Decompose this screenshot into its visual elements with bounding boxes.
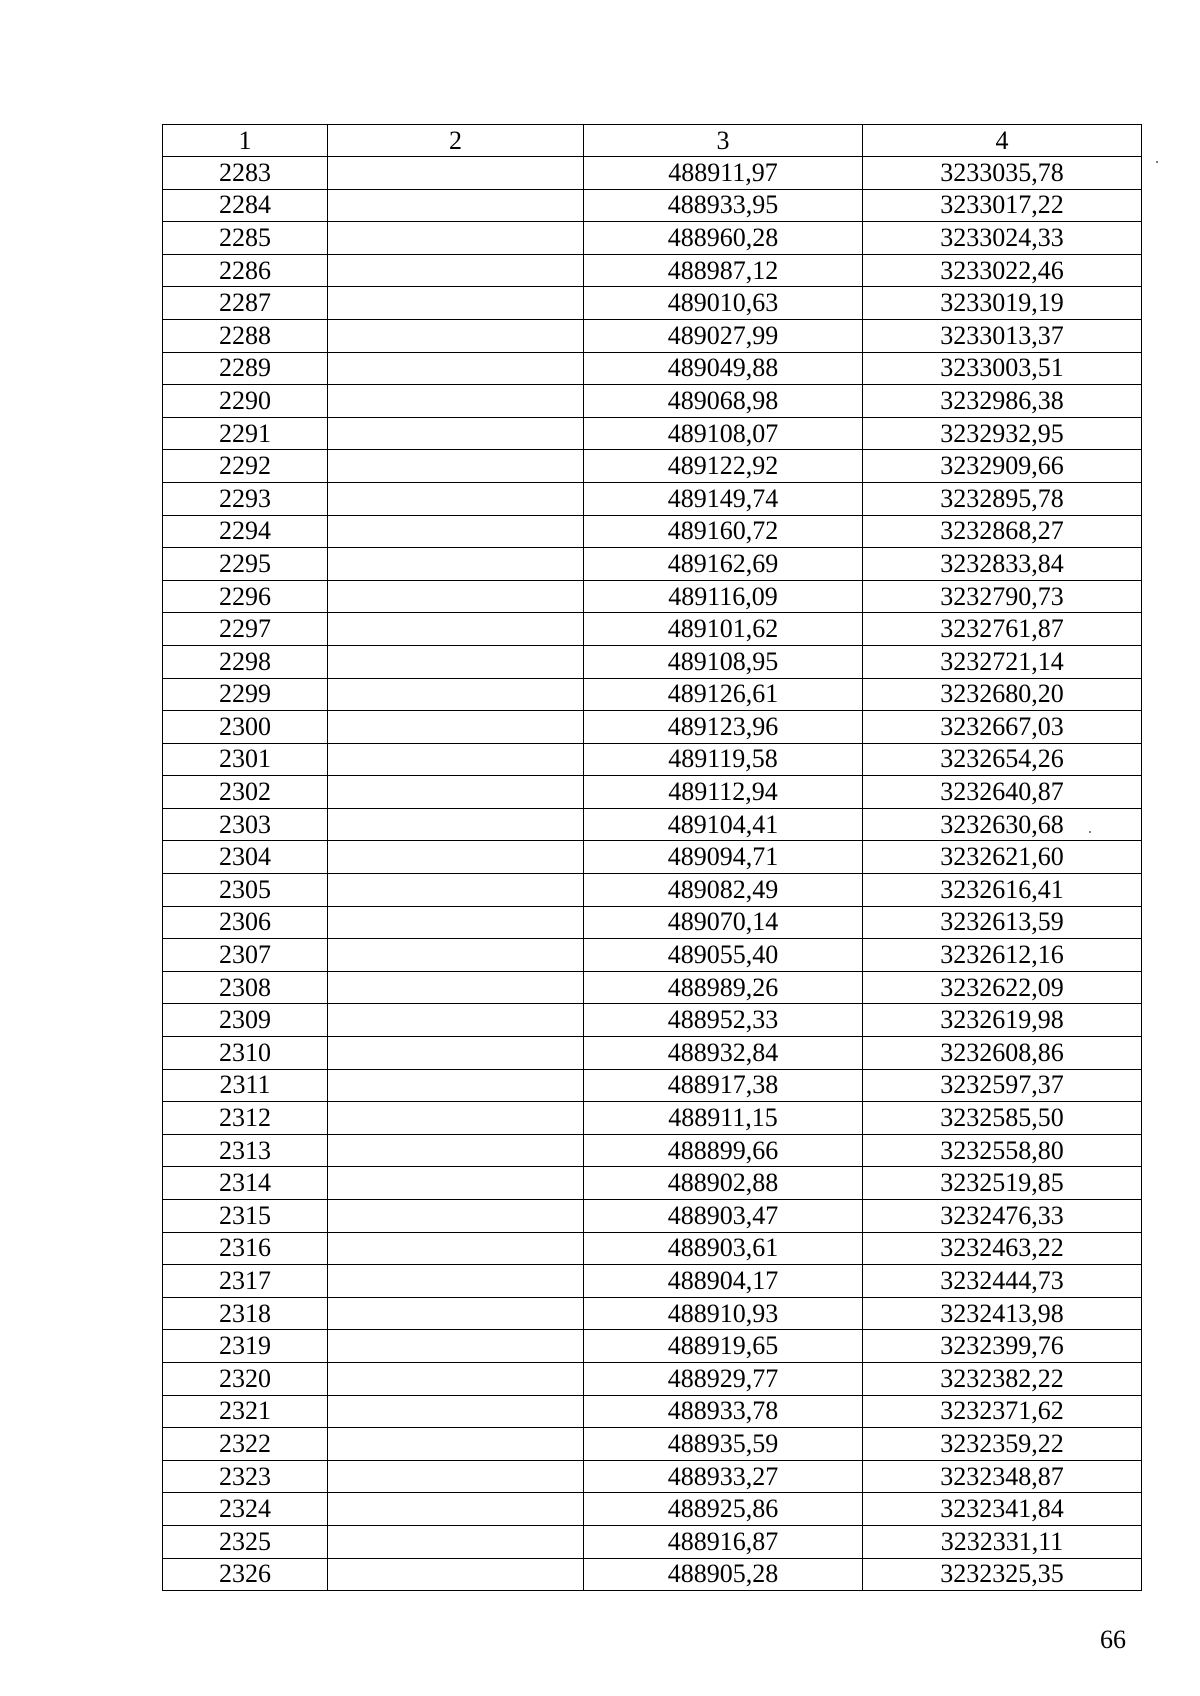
empty-cell xyxy=(328,352,584,385)
empty-cell xyxy=(328,254,584,287)
empty-cell xyxy=(328,939,584,972)
x-coordinate-cell: 489068,98 xyxy=(584,385,863,418)
x-coordinate-cell: 488903,61 xyxy=(584,1232,863,1265)
x-coordinate-cell: 488952,33 xyxy=(584,1004,863,1037)
y-coordinate-cell: 3232341,84 xyxy=(863,1493,1142,1526)
empty-cell xyxy=(328,417,584,450)
empty-cell xyxy=(328,841,584,874)
empty-cell xyxy=(328,645,584,678)
y-coordinate-cell: 3232721,14 xyxy=(863,645,1142,678)
empty-cell xyxy=(328,613,584,646)
x-coordinate-cell: 489082,49 xyxy=(584,874,863,907)
empty-cell xyxy=(328,1525,584,1558)
empty-cell xyxy=(328,450,584,483)
x-coordinate-cell: 489149,74 xyxy=(584,482,863,515)
point-number-cell: 2324 xyxy=(163,1493,328,1526)
empty-cell xyxy=(328,808,584,841)
point-number-cell: 2299 xyxy=(163,678,328,711)
empty-cell xyxy=(328,1200,584,1233)
y-coordinate-cell: 3232519,85 xyxy=(863,1167,1142,1200)
empty-cell xyxy=(328,1297,584,1330)
x-coordinate-cell: 488899,66 xyxy=(584,1134,863,1167)
empty-cell xyxy=(328,1428,584,1461)
empty-cell xyxy=(328,1330,584,1363)
y-coordinate-cell: 3232597,37 xyxy=(863,1069,1142,1102)
x-coordinate-cell: 488932,84 xyxy=(584,1037,863,1070)
table-row xyxy=(163,645,1142,678)
x-coordinate-cell: 488960,28 xyxy=(584,222,863,255)
empty-cell xyxy=(328,874,584,907)
empty-cell xyxy=(328,1395,584,1428)
y-coordinate-cell: 3232413,98 xyxy=(863,1297,1142,1330)
table-row xyxy=(163,319,1142,352)
y-coordinate-cell: 3233022,46 xyxy=(863,254,1142,287)
point-number-cell: 2289 xyxy=(163,352,328,385)
y-coordinate-cell: 3232833,84 xyxy=(863,548,1142,581)
table-row xyxy=(163,711,1142,744)
table-row xyxy=(163,254,1142,287)
x-coordinate-cell: 489010,63 xyxy=(584,287,863,320)
y-coordinate-cell: 3232986,38 xyxy=(863,385,1142,418)
y-coordinate-cell: 3233024,33 xyxy=(863,222,1142,255)
x-coordinate-cell: 488933,95 xyxy=(584,189,863,222)
empty-cell xyxy=(328,385,584,418)
point-number-cell: 2310 xyxy=(163,1037,328,1070)
x-coordinate-cell: 489104,41 xyxy=(584,808,863,841)
empty-cell xyxy=(328,743,584,776)
point-number-cell: 2313 xyxy=(163,1134,328,1167)
y-coordinate-cell: 3233003,51 xyxy=(863,352,1142,385)
x-coordinate-cell: 489112,94 xyxy=(584,776,863,809)
y-coordinate-cell: 3232932,95 xyxy=(863,417,1142,450)
empty-cell xyxy=(328,1460,584,1493)
y-coordinate-cell: 3233019,19 xyxy=(863,287,1142,320)
page-number: 66 xyxy=(1100,1625,1126,1654)
scan-speck xyxy=(1156,161,1158,163)
point-number-cell: 2302 xyxy=(163,776,328,809)
x-coordinate-cell: 489070,14 xyxy=(584,906,863,939)
point-number-cell: 2301 xyxy=(163,743,328,776)
table-row xyxy=(163,1004,1142,1037)
point-number-cell: 2305 xyxy=(163,874,328,907)
table-row xyxy=(163,1102,1142,1135)
empty-cell xyxy=(328,222,584,255)
empty-cell xyxy=(328,1102,584,1135)
x-coordinate-cell: 488916,87 xyxy=(584,1525,863,1558)
x-coordinate-cell: 489160,72 xyxy=(584,515,863,548)
empty-cell xyxy=(328,1167,584,1200)
table-row xyxy=(163,548,1142,581)
empty-cell xyxy=(328,157,584,190)
point-number-cell: 2286 xyxy=(163,254,328,287)
empty-cell xyxy=(328,1265,584,1298)
empty-cell xyxy=(328,711,584,744)
table-row xyxy=(163,352,1142,385)
x-coordinate-cell: 488933,78 xyxy=(584,1395,863,1428)
x-coordinate-cell: 489049,88 xyxy=(584,352,863,385)
table-row xyxy=(163,906,1142,939)
y-coordinate-cell: 3233013,37 xyxy=(863,319,1142,352)
table-row xyxy=(163,222,1142,255)
y-coordinate-cell: 3232616,41 xyxy=(863,874,1142,907)
point-number-cell: 2320 xyxy=(163,1362,328,1395)
y-coordinate-cell: 3232444,73 xyxy=(863,1265,1142,1298)
y-coordinate-cell: 3232558,80 xyxy=(863,1134,1142,1167)
empty-cell xyxy=(328,971,584,1004)
empty-cell xyxy=(328,1362,584,1395)
x-coordinate-cell: 489094,71 xyxy=(584,841,863,874)
x-coordinate-cell: 489108,07 xyxy=(584,417,863,450)
empty-cell xyxy=(328,189,584,222)
table-row xyxy=(163,1037,1142,1070)
point-number-cell: 2292 xyxy=(163,450,328,483)
point-number-cell: 2306 xyxy=(163,906,328,939)
header-col-2: 2 xyxy=(328,125,584,157)
point-number-cell: 2296 xyxy=(163,580,328,613)
table-row xyxy=(163,157,1142,190)
point-number-cell: 2308 xyxy=(163,971,328,1004)
y-coordinate-cell: 3232630,68 xyxy=(863,808,1142,841)
table-row xyxy=(163,1460,1142,1493)
x-coordinate-cell: 488987,12 xyxy=(584,254,863,287)
empty-cell xyxy=(328,515,584,548)
point-number-cell: 2304 xyxy=(163,841,328,874)
x-coordinate-cell: 489126,61 xyxy=(584,678,863,711)
x-coordinate-cell: 489108,95 xyxy=(584,645,863,678)
point-number-cell: 2318 xyxy=(163,1297,328,1330)
x-coordinate-cell: 488902,88 xyxy=(584,1167,863,1200)
y-coordinate-cell: 3232680,20 xyxy=(863,678,1142,711)
x-coordinate-cell: 489027,99 xyxy=(584,319,863,352)
x-coordinate-cell: 488925,86 xyxy=(584,1493,863,1526)
x-coordinate-cell: 488910,93 xyxy=(584,1297,863,1330)
x-coordinate-cell: 489116,09 xyxy=(584,580,863,613)
table-row xyxy=(163,1558,1142,1591)
x-coordinate-cell: 488919,65 xyxy=(584,1330,863,1363)
point-number-cell: 2326 xyxy=(163,1558,328,1591)
table-row xyxy=(163,1330,1142,1363)
y-coordinate-cell: 3232790,73 xyxy=(863,580,1142,613)
empty-cell xyxy=(328,1558,584,1591)
point-number-cell: 2300 xyxy=(163,711,328,744)
empty-cell xyxy=(328,1232,584,1265)
x-coordinate-cell: 488933,27 xyxy=(584,1460,863,1493)
empty-cell xyxy=(328,1037,584,1070)
y-coordinate-cell: 3232619,98 xyxy=(863,1004,1142,1037)
header-col-3: 3 xyxy=(584,125,863,157)
empty-cell xyxy=(328,287,584,320)
coordinates-table xyxy=(162,124,1142,1591)
empty-cell xyxy=(328,482,584,515)
y-coordinate-cell: 3232761,87 xyxy=(863,613,1142,646)
point-number-cell: 2298 xyxy=(163,645,328,678)
empty-cell xyxy=(328,548,584,581)
table-body xyxy=(163,157,1142,1591)
table-row xyxy=(163,189,1142,222)
point-number-cell: 2303 xyxy=(163,808,328,841)
x-coordinate-cell: 488929,77 xyxy=(584,1362,863,1395)
table-row xyxy=(163,1297,1142,1330)
y-coordinate-cell: 3232895,78 xyxy=(863,482,1142,515)
point-number-cell: 2284 xyxy=(163,189,328,222)
empty-cell xyxy=(328,1004,584,1037)
x-coordinate-cell: 489101,62 xyxy=(584,613,863,646)
table-row xyxy=(163,580,1142,613)
point-number-cell: 2316 xyxy=(163,1232,328,1265)
table-row xyxy=(163,1200,1142,1233)
y-coordinate-cell: 3232667,03 xyxy=(863,711,1142,744)
y-coordinate-cell: 3232382,22 xyxy=(863,1362,1142,1395)
table-row xyxy=(163,385,1142,418)
x-coordinate-cell: 488903,47 xyxy=(584,1200,863,1233)
empty-cell xyxy=(328,906,584,939)
table-row xyxy=(163,515,1142,548)
point-number-cell: 2307 xyxy=(163,939,328,972)
y-coordinate-cell: 3232654,26 xyxy=(863,743,1142,776)
empty-cell xyxy=(328,776,584,809)
y-coordinate-cell: 3232608,86 xyxy=(863,1037,1142,1070)
header-col-4: 4 xyxy=(863,125,1142,157)
y-coordinate-cell: 3232399,76 xyxy=(863,1330,1142,1363)
table-row xyxy=(163,971,1142,1004)
point-number-cell: 2311 xyxy=(163,1069,328,1102)
table-row xyxy=(163,287,1142,320)
table-row xyxy=(163,939,1142,972)
table-row xyxy=(163,1265,1142,1298)
scan-speck xyxy=(1089,831,1091,833)
point-number-cell: 2297 xyxy=(163,613,328,646)
y-coordinate-cell: 3232359,22 xyxy=(863,1428,1142,1461)
y-coordinate-cell: 3232463,22 xyxy=(863,1232,1142,1265)
x-coordinate-cell: 488911,97 xyxy=(584,157,863,190)
table-row xyxy=(163,450,1142,483)
point-number-cell: 2312 xyxy=(163,1102,328,1135)
point-number-cell: 2293 xyxy=(163,482,328,515)
x-coordinate-cell: 488904,17 xyxy=(584,1265,863,1298)
x-coordinate-cell: 488935,59 xyxy=(584,1428,863,1461)
table-row xyxy=(163,1395,1142,1428)
point-number-cell: 2290 xyxy=(163,385,328,418)
point-number-cell: 2317 xyxy=(163,1265,328,1298)
table-row xyxy=(163,1525,1142,1558)
empty-cell xyxy=(328,1134,584,1167)
table-row xyxy=(163,482,1142,515)
point-number-cell: 2295 xyxy=(163,548,328,581)
y-coordinate-cell: 3232476,33 xyxy=(863,1200,1142,1233)
point-number-cell: 2315 xyxy=(163,1200,328,1233)
header-col-1: 1 xyxy=(163,125,328,157)
point-number-cell: 2294 xyxy=(163,515,328,548)
y-coordinate-cell: 3232371,62 xyxy=(863,1395,1142,1428)
y-coordinate-cell: 3232348,87 xyxy=(863,1460,1142,1493)
point-number-cell: 2314 xyxy=(163,1167,328,1200)
y-coordinate-cell: 3233035,78 xyxy=(863,157,1142,190)
table-row xyxy=(163,808,1142,841)
x-coordinate-cell: 489055,40 xyxy=(584,939,863,972)
point-number-cell: 2322 xyxy=(163,1428,328,1461)
table-row xyxy=(163,1428,1142,1461)
table-row xyxy=(163,841,1142,874)
y-coordinate-cell: 3232585,50 xyxy=(863,1102,1142,1135)
table-row xyxy=(163,417,1142,450)
empty-cell xyxy=(328,1493,584,1526)
y-coordinate-cell: 3232909,66 xyxy=(863,450,1142,483)
point-number-cell: 2325 xyxy=(163,1525,328,1558)
x-coordinate-cell: 488911,15 xyxy=(584,1102,863,1135)
header-row xyxy=(163,125,1142,157)
y-coordinate-cell: 3232640,87 xyxy=(863,776,1142,809)
point-number-cell: 2285 xyxy=(163,222,328,255)
point-number-cell: 2321 xyxy=(163,1395,328,1428)
y-coordinate-cell: 3232868,27 xyxy=(863,515,1142,548)
x-coordinate-cell: 488917,38 xyxy=(584,1069,863,1102)
x-coordinate-cell: 488989,26 xyxy=(584,971,863,1004)
y-coordinate-cell: 3232622,09 xyxy=(863,971,1142,1004)
point-number-cell: 2287 xyxy=(163,287,328,320)
x-coordinate-cell: 488905,28 xyxy=(584,1558,863,1591)
y-coordinate-cell: 3232331,11 xyxy=(863,1525,1142,1558)
table-row xyxy=(163,678,1142,711)
table-row xyxy=(163,743,1142,776)
point-number-cell: 2283 xyxy=(163,157,328,190)
y-coordinate-cell: 3232325,35 xyxy=(863,1558,1142,1591)
table-header xyxy=(163,125,1142,157)
table-row xyxy=(163,1134,1142,1167)
table-row xyxy=(163,1069,1142,1102)
x-coordinate-cell: 489162,69 xyxy=(584,548,863,581)
y-coordinate-cell: 3232613,59 xyxy=(863,906,1142,939)
table-row xyxy=(163,613,1142,646)
y-coordinate-cell: 3232612,16 xyxy=(863,939,1142,972)
table-row xyxy=(163,1167,1142,1200)
y-coordinate-cell: 3233017,22 xyxy=(863,189,1142,222)
point-number-cell: 2319 xyxy=(163,1330,328,1363)
empty-cell xyxy=(328,580,584,613)
table-row xyxy=(163,776,1142,809)
table-row xyxy=(163,1493,1142,1526)
table-row xyxy=(163,1362,1142,1395)
empty-cell xyxy=(328,1069,584,1102)
point-number-cell: 2309 xyxy=(163,1004,328,1037)
table-row xyxy=(163,874,1142,907)
x-coordinate-cell: 489122,92 xyxy=(584,450,863,483)
empty-cell xyxy=(328,678,584,711)
table-row xyxy=(163,1232,1142,1265)
point-number-cell: 2323 xyxy=(163,1460,328,1493)
y-coordinate-cell: 3232621,60 xyxy=(863,841,1142,874)
x-coordinate-cell: 489119,58 xyxy=(584,743,863,776)
point-number-cell: 2288 xyxy=(163,319,328,352)
empty-cell xyxy=(328,319,584,352)
x-coordinate-cell: 489123,96 xyxy=(584,711,863,744)
point-number-cell: 2291 xyxy=(163,417,328,450)
